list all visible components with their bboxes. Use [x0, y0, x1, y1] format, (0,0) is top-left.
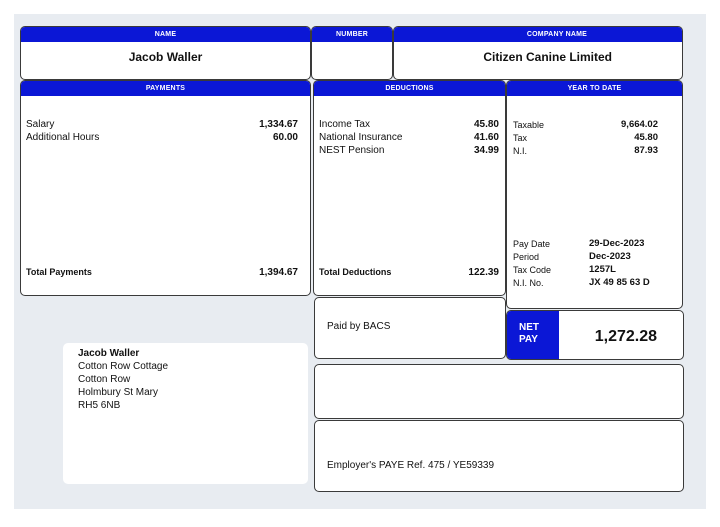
payment-method-box — [314, 297, 506, 359]
deduction-value-national-insurance: 41.60 — [473, 132, 499, 143]
ytd-label-taxable: Taxable — [513, 120, 545, 130]
net-pay-label-line2: PAY — [519, 334, 538, 345]
deduction-value-income-tax: 45.80 — [473, 119, 499, 130]
total-deductions-value: 122.39 — [468, 267, 499, 278]
tax-code-value: 1257L — [589, 264, 616, 275]
deduction-value-nest-pension: 34.99 — [473, 145, 499, 156]
net-pay-label-line1: NET — [519, 322, 539, 333]
company-box — [393, 26, 683, 80]
payment-method-text: Paid by BACS — [327, 321, 391, 332]
deduction-label-nest-pension: NEST Pension — [319, 145, 385, 156]
payments-box — [20, 80, 311, 296]
employer-ref-box — [314, 420, 684, 492]
company-name: Citizen Canine Limited — [483, 50, 612, 64]
employee-name: Jacob Waller — [128, 50, 203, 64]
number-box — [311, 26, 393, 80]
ni-number-value: JX 49 85 63 D — [589, 277, 650, 288]
address-line-3: Holmbury St Mary — [78, 387, 159, 398]
employer-paye-ref: Employer's PAYE Ref. 475 / YE59339 — [327, 460, 495, 471]
payment-value-additional-hours: 60.00 — [272, 132, 298, 143]
ytd-label-ni: N.I. — [513, 146, 528, 156]
address-line-1: Cotton Row Cottage — [78, 361, 169, 372]
deductions-header: DEDUCTIONS — [314, 81, 505, 96]
address-name: Jacob Waller — [78, 348, 140, 359]
ytd-value-taxable: 9,664.02 — [621, 119, 658, 130]
name-box — [20, 26, 311, 80]
blank-box — [314, 364, 684, 419]
address-block — [63, 343, 308, 484]
deduction-label-national-insurance: National Insurance — [319, 132, 403, 143]
payment-label-salary: Salary — [26, 119, 55, 130]
payment-label-additional-hours: Additional Hours — [26, 132, 100, 143]
period-label: Period — [513, 252, 540, 262]
payment-value-salary: 1,334.67 — [259, 119, 298, 130]
ytd-value-tax: 45.80 — [634, 132, 658, 143]
ytd-box — [506, 80, 683, 309]
total-payments-label: Total Payments — [26, 267, 92, 277]
net-pay-box — [506, 310, 684, 360]
total-payments-value: 1,394.67 — [259, 267, 298, 278]
company-header: COMPANY NAME — [394, 27, 682, 42]
pay-date-value: 29-Dec-2023 — [589, 238, 645, 249]
pay-date-label: Pay Date — [513, 239, 551, 249]
name-header: NAME — [21, 27, 310, 42]
total-deductions-label: Total Deductions — [319, 267, 392, 277]
address-postcode: RH5 6NB — [78, 400, 121, 411]
payments-header: PAYMENTS — [21, 81, 310, 96]
ytd-label-tax: Tax — [513, 133, 528, 143]
deductions-box — [313, 80, 506, 296]
ni-number-label: N.I. No. — [513, 278, 544, 288]
period-value: Dec-2023 — [589, 251, 631, 262]
net-pay-label — [507, 311, 559, 360]
net-pay-value: 1,272.28 — [594, 328, 657, 345]
address-line-2: Cotton Row — [78, 374, 131, 385]
tax-code-label: Tax Code — [513, 265, 552, 275]
ytd-value-ni: 87.93 — [634, 145, 658, 156]
deduction-label-income-tax: Income Tax — [319, 119, 370, 130]
ytd-header: YEAR TO DATE — [507, 81, 682, 96]
number-header: NUMBER — [312, 27, 392, 42]
